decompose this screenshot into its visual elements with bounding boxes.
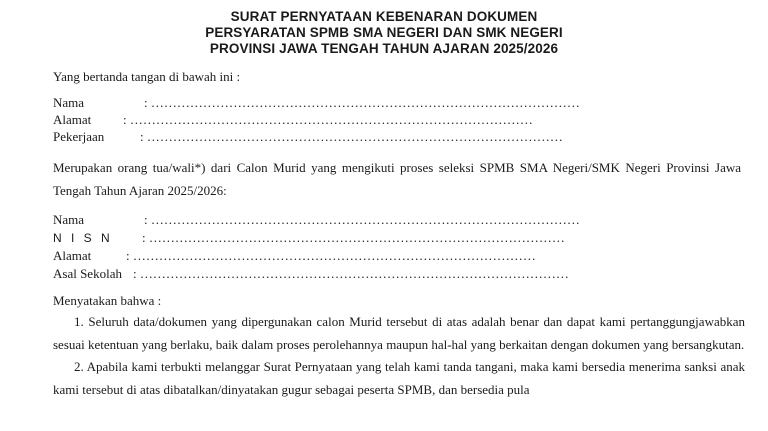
list-item-text: 1. Seluruh data/dokumen yang dipergunakan calon Murid tersebut di atas adalah benar dan dapat kami pertanggungjawabkan sesuai ketentuan yang berlaku, baik dalam proses perolehannya maupun hal-hal yang berkaitan dengan dokumen yang bersangkutan. — [53, 314, 745, 352]
field-dots: : ………………………………………………………………………………… — [126, 248, 536, 263]
field-label: Pekerjaan — [53, 129, 105, 144]
student-address-field — [53, 248, 536, 264]
student-name-field — [53, 212, 580, 228]
field-label: Alamat — [53, 112, 92, 127]
document-title — [0, 9, 768, 57]
field-label: Nama — [53, 212, 85, 227]
parent-occupation-field — [53, 129, 563, 145]
list-item — [53, 311, 745, 356]
title-line-1: SURAT PERNYATAAN KEBENARAN DOKUMEN — [230, 9, 538, 24]
field-dots: : …………………………………………………………………………………… — [140, 129, 563, 144]
title-line-3: PROVINSI JAWA TENGAH TAHUN AJARAN 2025/2026 — [209, 41, 559, 56]
parent-name-field — [53, 95, 580, 111]
list-item — [53, 356, 745, 401]
field-dots: : ……………………………………………………………………………………… — [144, 95, 580, 110]
title-line-2: PERSYARATAN SPMB SMA NEGERI DAN SMK NEGERI — [205, 25, 563, 40]
declaration-list — [53, 311, 745, 401]
student-nisn-field — [53, 230, 565, 246]
statement-paragraph — [53, 156, 741, 202]
parent-address-field — [53, 112, 533, 128]
student-school-field — [53, 266, 569, 282]
field-dots: : ……………………………………………………………………………………… — [133, 266, 569, 281]
field-label: Nama — [53, 95, 85, 110]
field-label: Asal Sekolah — [53, 266, 122, 281]
statement-text: Merupakan orang tua/wali*) dari Calon Murid yang mengikuti proses seleksi SPMB SMA Negeri/SMK Negeri Provinsi Jawa Tengah Tahun Ajaran 2025/2026: — [53, 160, 741, 198]
intro-text: Yang bertanda tangan di bawah ini : — [53, 69, 241, 84]
declare-heading: Menyatakan bahwa : — [53, 293, 162, 308]
field-dots: : ………………………………………………………………………………… — [123, 112, 533, 127]
field-label: N I S N — [53, 231, 113, 245]
field-dots: : …………………………………………………………………………………… — [142, 230, 565, 245]
field-dots: : ……………………………………………………………………………………… — [144, 212, 580, 227]
field-label: Alamat — [53, 248, 92, 263]
list-item-text: 2. Apabila kami terbukti melanggar Surat Pernyataan yang telah kami tanda tangani, maka kami bersedia menerima sanksi anak kami tersebut di atas dibatalkan/dinyatakan gugur sebagai peserta SPMB, dan bersedia pula — [53, 359, 745, 397]
